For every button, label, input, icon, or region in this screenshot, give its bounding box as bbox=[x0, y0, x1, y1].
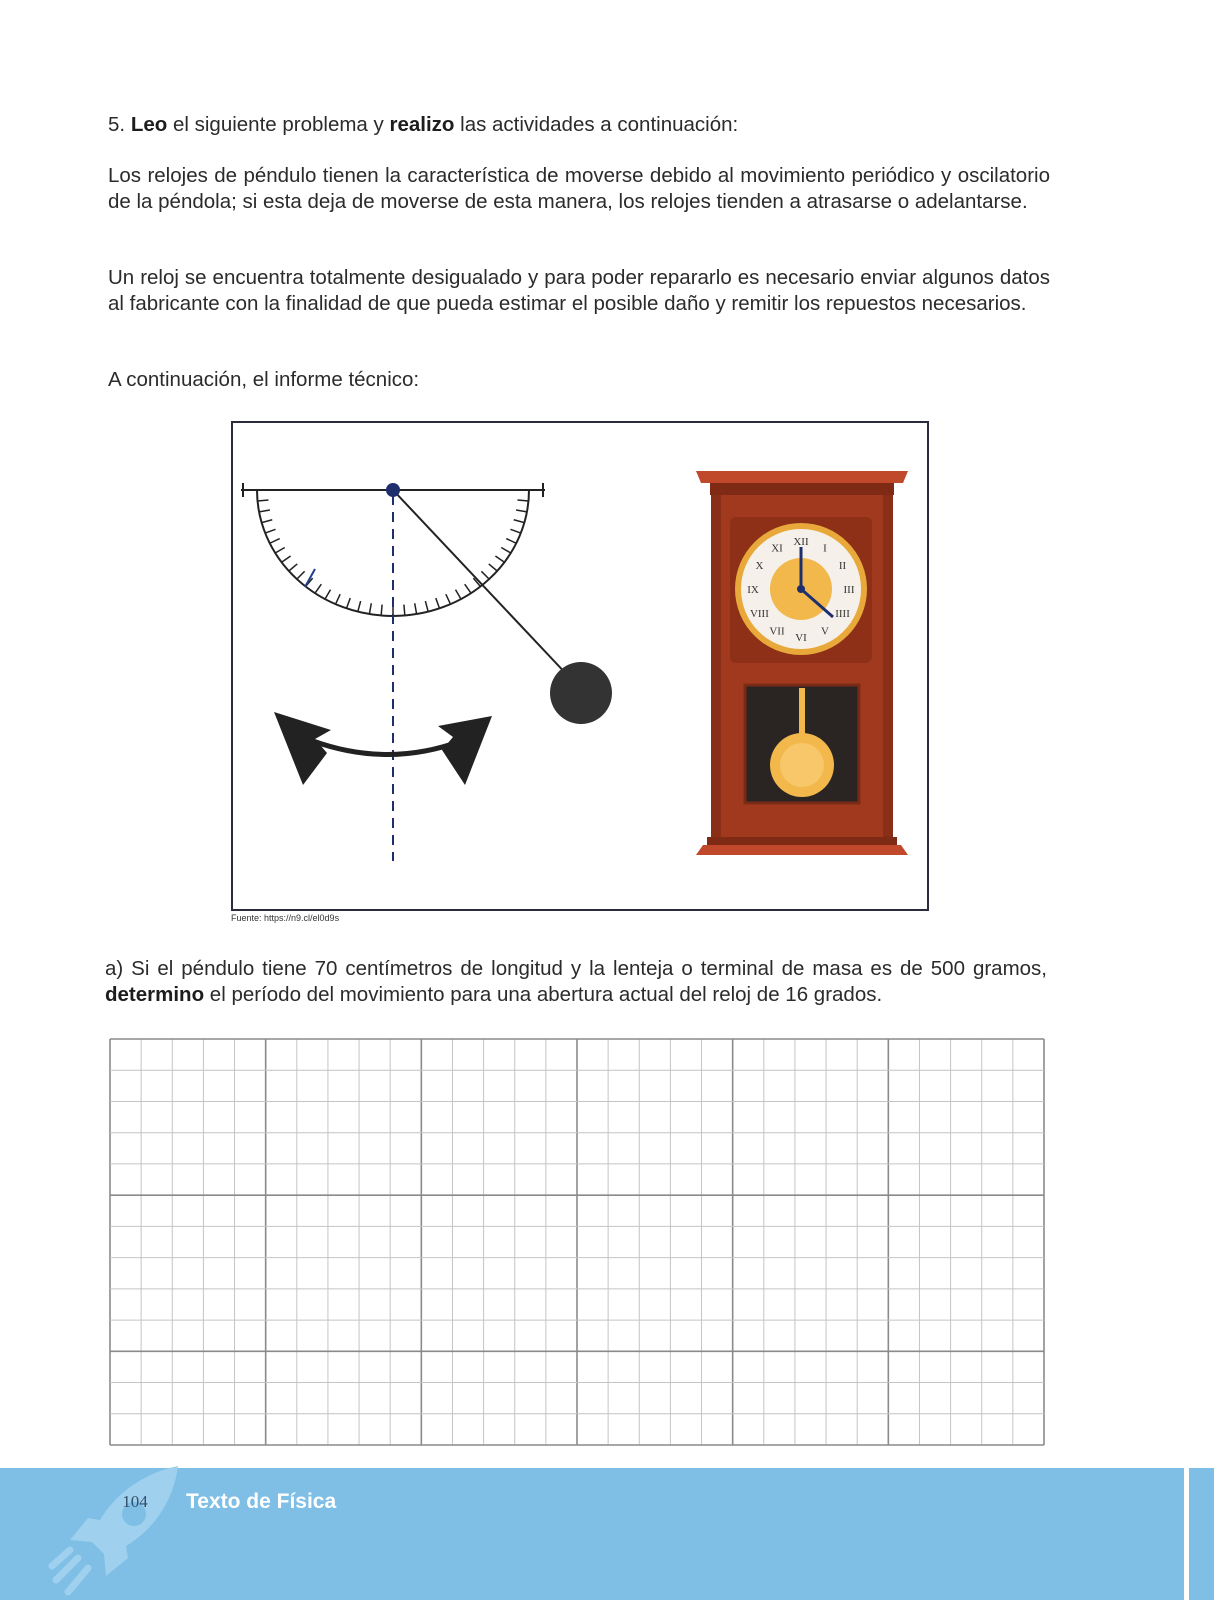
scale-marker bbox=[305, 569, 315, 587]
instruction-verb-leo: Leo bbox=[130, 113, 168, 136]
protractor-tick bbox=[514, 520, 525, 523]
pendulum-bob bbox=[550, 662, 612, 724]
protractor-tick bbox=[456, 590, 462, 600]
question-a-verb: determino bbox=[105, 982, 205, 1006]
protractor-tick bbox=[262, 520, 273, 523]
paragraph-technical-report: A continuación, el informe técnico: bbox=[108, 368, 420, 391]
protractor-tick bbox=[436, 598, 440, 608]
protractor-tick bbox=[336, 594, 341, 604]
answer-grid[interactable] bbox=[108, 1037, 1046, 1447]
protractor-tick bbox=[282, 556, 291, 562]
protractor-tick bbox=[506, 539, 516, 544]
protractor-tick bbox=[518, 500, 529, 501]
page-number: 104 bbox=[122, 1492, 148, 1511]
pendulum-figure bbox=[231, 421, 929, 911]
exercise-number: 5. bbox=[108, 113, 126, 136]
pendulum-clock bbox=[696, 471, 908, 855]
protractor-tick bbox=[265, 529, 275, 533]
figure-source: Fuente: https://n9.cl/el0d9s bbox=[231, 913, 340, 923]
pendulum-pivot bbox=[386, 483, 400, 497]
protractor-tick bbox=[489, 564, 497, 571]
protractor-tick bbox=[270, 539, 280, 544]
swing-arrow-right-icon bbox=[438, 716, 492, 785]
protractor-tick bbox=[358, 601, 361, 612]
book-title: Texto de Física bbox=[186, 1490, 337, 1513]
clock-numeral: V bbox=[821, 625, 829, 638]
question-a-text-end: el período del movimiento para una abertura actual del reloj de 16 grados. bbox=[204, 982, 883, 1006]
question-a-text: a) Si el péndulo tiene 70 centímetros de longitud y la lenteja o terminal de masa es de 500 gramos, bbox=[105, 957, 1047, 980]
protractor-tick bbox=[289, 564, 297, 571]
protractor-tick bbox=[446, 594, 451, 604]
exercise-instruction bbox=[108, 112, 1050, 138]
instruction-verb-realizo: realizo bbox=[389, 113, 455, 136]
protractor-tick bbox=[415, 603, 417, 614]
protractor-tick bbox=[404, 605, 405, 616]
rocket-icon bbox=[48, 1462, 198, 1600]
protractor-tick bbox=[510, 529, 520, 533]
protractor-tick bbox=[495, 556, 504, 562]
clock-numeral: VI bbox=[795, 632, 807, 644]
paragraph-clock-repair: Un reloj se encuentra totalmente desigualado y para poder repararlo es necesario enviar algunos datos al fabricante con la finalidad de que pueda estimar el posible daño y remitir los repuestos necesarios. bbox=[108, 266, 1050, 315]
protractor-tick bbox=[369, 603, 371, 614]
clock-numeral: IX bbox=[747, 584, 759, 596]
protractor-tick bbox=[297, 571, 305, 579]
protractor-tick bbox=[315, 584, 321, 593]
protractor-tick bbox=[381, 605, 382, 616]
clock-numeral: III bbox=[843, 584, 855, 596]
pendulum-diagram bbox=[241, 483, 612, 861]
protractor-tick bbox=[258, 500, 269, 501]
instruction-text: el siguiente problema y bbox=[167, 113, 390, 136]
clock-numeral: XI bbox=[771, 542, 783, 555]
clock-numeral: VIII bbox=[749, 608, 769, 620]
clock-numeral: IIII bbox=[835, 608, 850, 620]
swing-arrow-left-icon bbox=[274, 712, 331, 785]
protractor-tick bbox=[259, 510, 270, 512]
clock-numeral: XII bbox=[793, 536, 809, 548]
protractor-tick bbox=[275, 548, 285, 554]
pendulum-illustration bbox=[233, 423, 927, 909]
clock-numeral: X bbox=[755, 560, 764, 572]
swing-arc bbox=[313, 741, 461, 755]
clock-numeral: I bbox=[823, 542, 827, 555]
pendulum-string bbox=[393, 490, 571, 679]
clock-numeral: VII bbox=[769, 625, 785, 638]
protractor-tick bbox=[501, 548, 511, 554]
protractor-tick bbox=[425, 601, 428, 612]
clock-numeral: II bbox=[838, 560, 847, 572]
instruction-text-end: las actividades a continuación: bbox=[454, 113, 739, 136]
protractor-tick bbox=[325, 590, 331, 600]
protractor-tick bbox=[465, 584, 471, 593]
protractor-tick bbox=[481, 571, 489, 579]
protractor-tick bbox=[346, 598, 350, 608]
protractor-tick bbox=[516, 510, 527, 512]
footer-strip bbox=[1184, 1468, 1189, 1600]
paragraph-pendulum-clocks: Los relojes de péndulo tienen la característica de moverse debido al movimiento periódico y oscilatorio de la péndola; si esta deja de moverse de esta manera, los relojes tienden a atrasarse o adelantarse. bbox=[108, 164, 1050, 213]
question-a bbox=[105, 956, 1047, 1007]
